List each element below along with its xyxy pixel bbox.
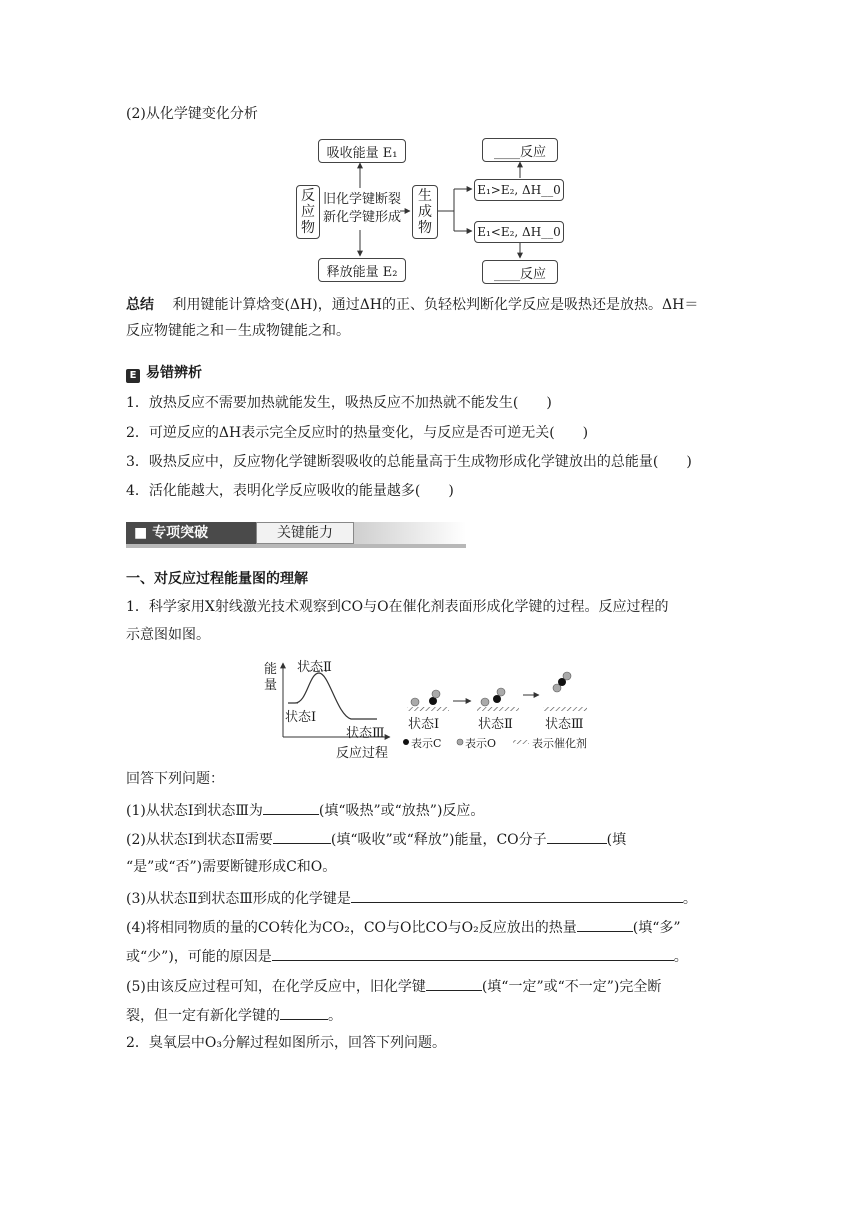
text: (填“吸热”或“放热”)反应。: [318, 803, 485, 819]
oxygen-atom: [432, 690, 440, 698]
question-2-line: 2．臭氧层中O₃分解过程如图所示，回答下列问题。: [126, 1035, 446, 1051]
text: 。: [328, 1008, 342, 1024]
state-2-label: 状态Ⅱ: [478, 717, 513, 732]
oxygen-atom: [481, 698, 489, 706]
legend-carbon: 表示C: [411, 737, 442, 750]
banner-dark-label: ■ 专项突破: [126, 522, 262, 544]
bond-form-label: 新化学键形成: [322, 210, 401, 225]
text: 或“少”)，可能的原因是: [126, 949, 272, 965]
question-1-line-2: 示意图如图。: [126, 627, 210, 643]
summary-label: 总结: [126, 297, 154, 313]
text: (1)从状态Ⅰ到状态Ⅲ为: [126, 803, 263, 819]
error-analysis-heading: [126, 362, 202, 383]
banner-gradient: [354, 522, 466, 544]
text: (5)由该反应过程可知，在化学反应中，旧化学键: [126, 979, 426, 995]
release-energy-box: 释放能量 E₂: [318, 258, 406, 282]
answer-intro: 回答下列问题：: [126, 771, 224, 787]
catalyst-surface: [543, 707, 587, 711]
curve-start-label: 状态Ⅰ: [285, 710, 317, 725]
text: (4)将相同物质的量的CO转化为CO₂，CO与O比CO与O₂反应放出的热量: [126, 920, 577, 936]
text: 。: [673, 949, 688, 965]
banner-light-label: 关键能力: [256, 522, 354, 544]
error-section-icon: E: [126, 369, 140, 383]
summary-line-1: [126, 296, 698, 314]
text: (填“一定”或“不一定”)完全断: [481, 979, 662, 995]
error-item: 3．吸热反应中，反应物化学键断裂吸收的总能量高于生成物形成化学键放出的总能量( ): [126, 454, 692, 470]
product-char: 成: [418, 204, 432, 220]
answer-blank[interactable]: [547, 829, 607, 844]
legend-oxygen: 表示O: [465, 737, 497, 750]
answer-blank[interactable]: [273, 829, 331, 844]
oxygen-atom: [563, 672, 571, 680]
legend-catalyst-mark: [513, 740, 529, 744]
x-axis-label: 反应过程: [336, 746, 389, 761]
legend-catalyst: 表示催化剂: [532, 737, 587, 750]
text: (2)从状态Ⅰ到状态Ⅱ需要: [126, 832, 273, 848]
y-label-char: 能: [264, 662, 278, 677]
y-label-char: 量: [264, 678, 278, 693]
reactant-box: [296, 185, 320, 239]
answer-blank[interactable]: [426, 976, 482, 991]
summary-text-1: 利用键能计算焓变(ΔH)，通过ΔH的正、负轻松判断化学反应是吸热还是放热。ΔH＝: [172, 297, 699, 313]
section-heading: (2)从化学键变化分析: [126, 106, 258, 122]
reactant-char: 物: [301, 220, 315, 236]
error-item: 1．放热反应不需要加热就能发生，吸热反应不加热就不能发生( ): [126, 395, 552, 411]
error-item: 2．可逆反应的ΔH表示完全反应时的热量变化，与反应是否可逆无关( ): [126, 425, 589, 441]
error-analysis-title: 易错辨析: [146, 365, 202, 381]
question-1-line-1: 1．科学家用X射线激光技术观察到CO与O在催化剂表面形成化学键的过程。反应过程的: [126, 599, 669, 615]
part-title: 一、对反应过程能量图的理解: [126, 571, 308, 587]
text: (3)从状态Ⅱ到状态Ⅲ形成的化学键是: [126, 891, 351, 907]
sub-question-2-cont: “是”或“否”)需要断键形成C和O。: [126, 859, 337, 875]
curve-end-label: 状态Ⅲ: [346, 726, 385, 741]
reactant-char: 反: [301, 188, 315, 204]
legend-oxygen-dot: [457, 739, 463, 745]
text: (填“多”: [632, 920, 681, 936]
answer-blank[interactable]: [351, 888, 683, 903]
answer-blank[interactable]: [280, 1005, 328, 1020]
legend-carbon-dot: [403, 739, 409, 745]
text: 。: [682, 891, 697, 907]
sub-question-4: [126, 917, 681, 937]
answer-blank[interactable]: [272, 946, 674, 961]
section-banner: [126, 520, 466, 548]
summary-line-2: 反应物键能之和－生成物键能之和。: [126, 323, 350, 339]
text: (填: [606, 832, 627, 848]
product-box: [412, 185, 438, 239]
state-1-label: 状态Ⅰ: [408, 717, 440, 732]
catalyst-surface: [477, 707, 519, 711]
reactant-char: 应: [301, 204, 315, 220]
sub-question-1: [126, 800, 484, 820]
absorb-energy-box: 吸收能量 E₁: [318, 139, 406, 163]
catalyst-surface: [407, 707, 449, 711]
text: (填“吸收”或“释放”)能量，CO分子: [330, 832, 547, 848]
text: 裂，但一定有新化学键的: [126, 1008, 280, 1024]
bond-change-text: [322, 191, 402, 227]
oxygen-atom: [411, 698, 419, 706]
answer-blank[interactable]: [263, 800, 319, 815]
diagram-connectors: [0, 0, 860, 300]
sub-question-3: [126, 888, 697, 908]
bottom-result-box: ____反应: [482, 260, 558, 284]
error-item: 4．活化能越大，表明化学反应吸收的能量越多( ): [126, 483, 454, 499]
answer-blank[interactable]: [577, 917, 633, 932]
oxygen-atom: [497, 688, 505, 696]
product-char: 生: [418, 188, 432, 204]
y-axis-label: [264, 662, 277, 694]
sub-question-5-cont: [126, 1005, 342, 1025]
top-result-box: ____反应: [482, 138, 558, 162]
condition-exothermic-box: E₁>E₂, ΔH__0: [474, 179, 564, 201]
state-3-label: 状态Ⅲ: [545, 717, 584, 732]
sub-question-5: [126, 976, 661, 996]
banner-underline: [126, 544, 466, 548]
bond-break-label: 旧化学键断裂: [322, 192, 401, 207]
sub-question-2: [126, 829, 626, 849]
carbon-atom: [493, 695, 501, 703]
curve-peak-label: 状态Ⅱ: [297, 660, 332, 675]
product-char: 物: [418, 220, 432, 236]
condition-endothermic-box: E₁<E₂, ΔH__0: [474, 221, 564, 243]
sub-question-4-cont: [126, 946, 688, 966]
